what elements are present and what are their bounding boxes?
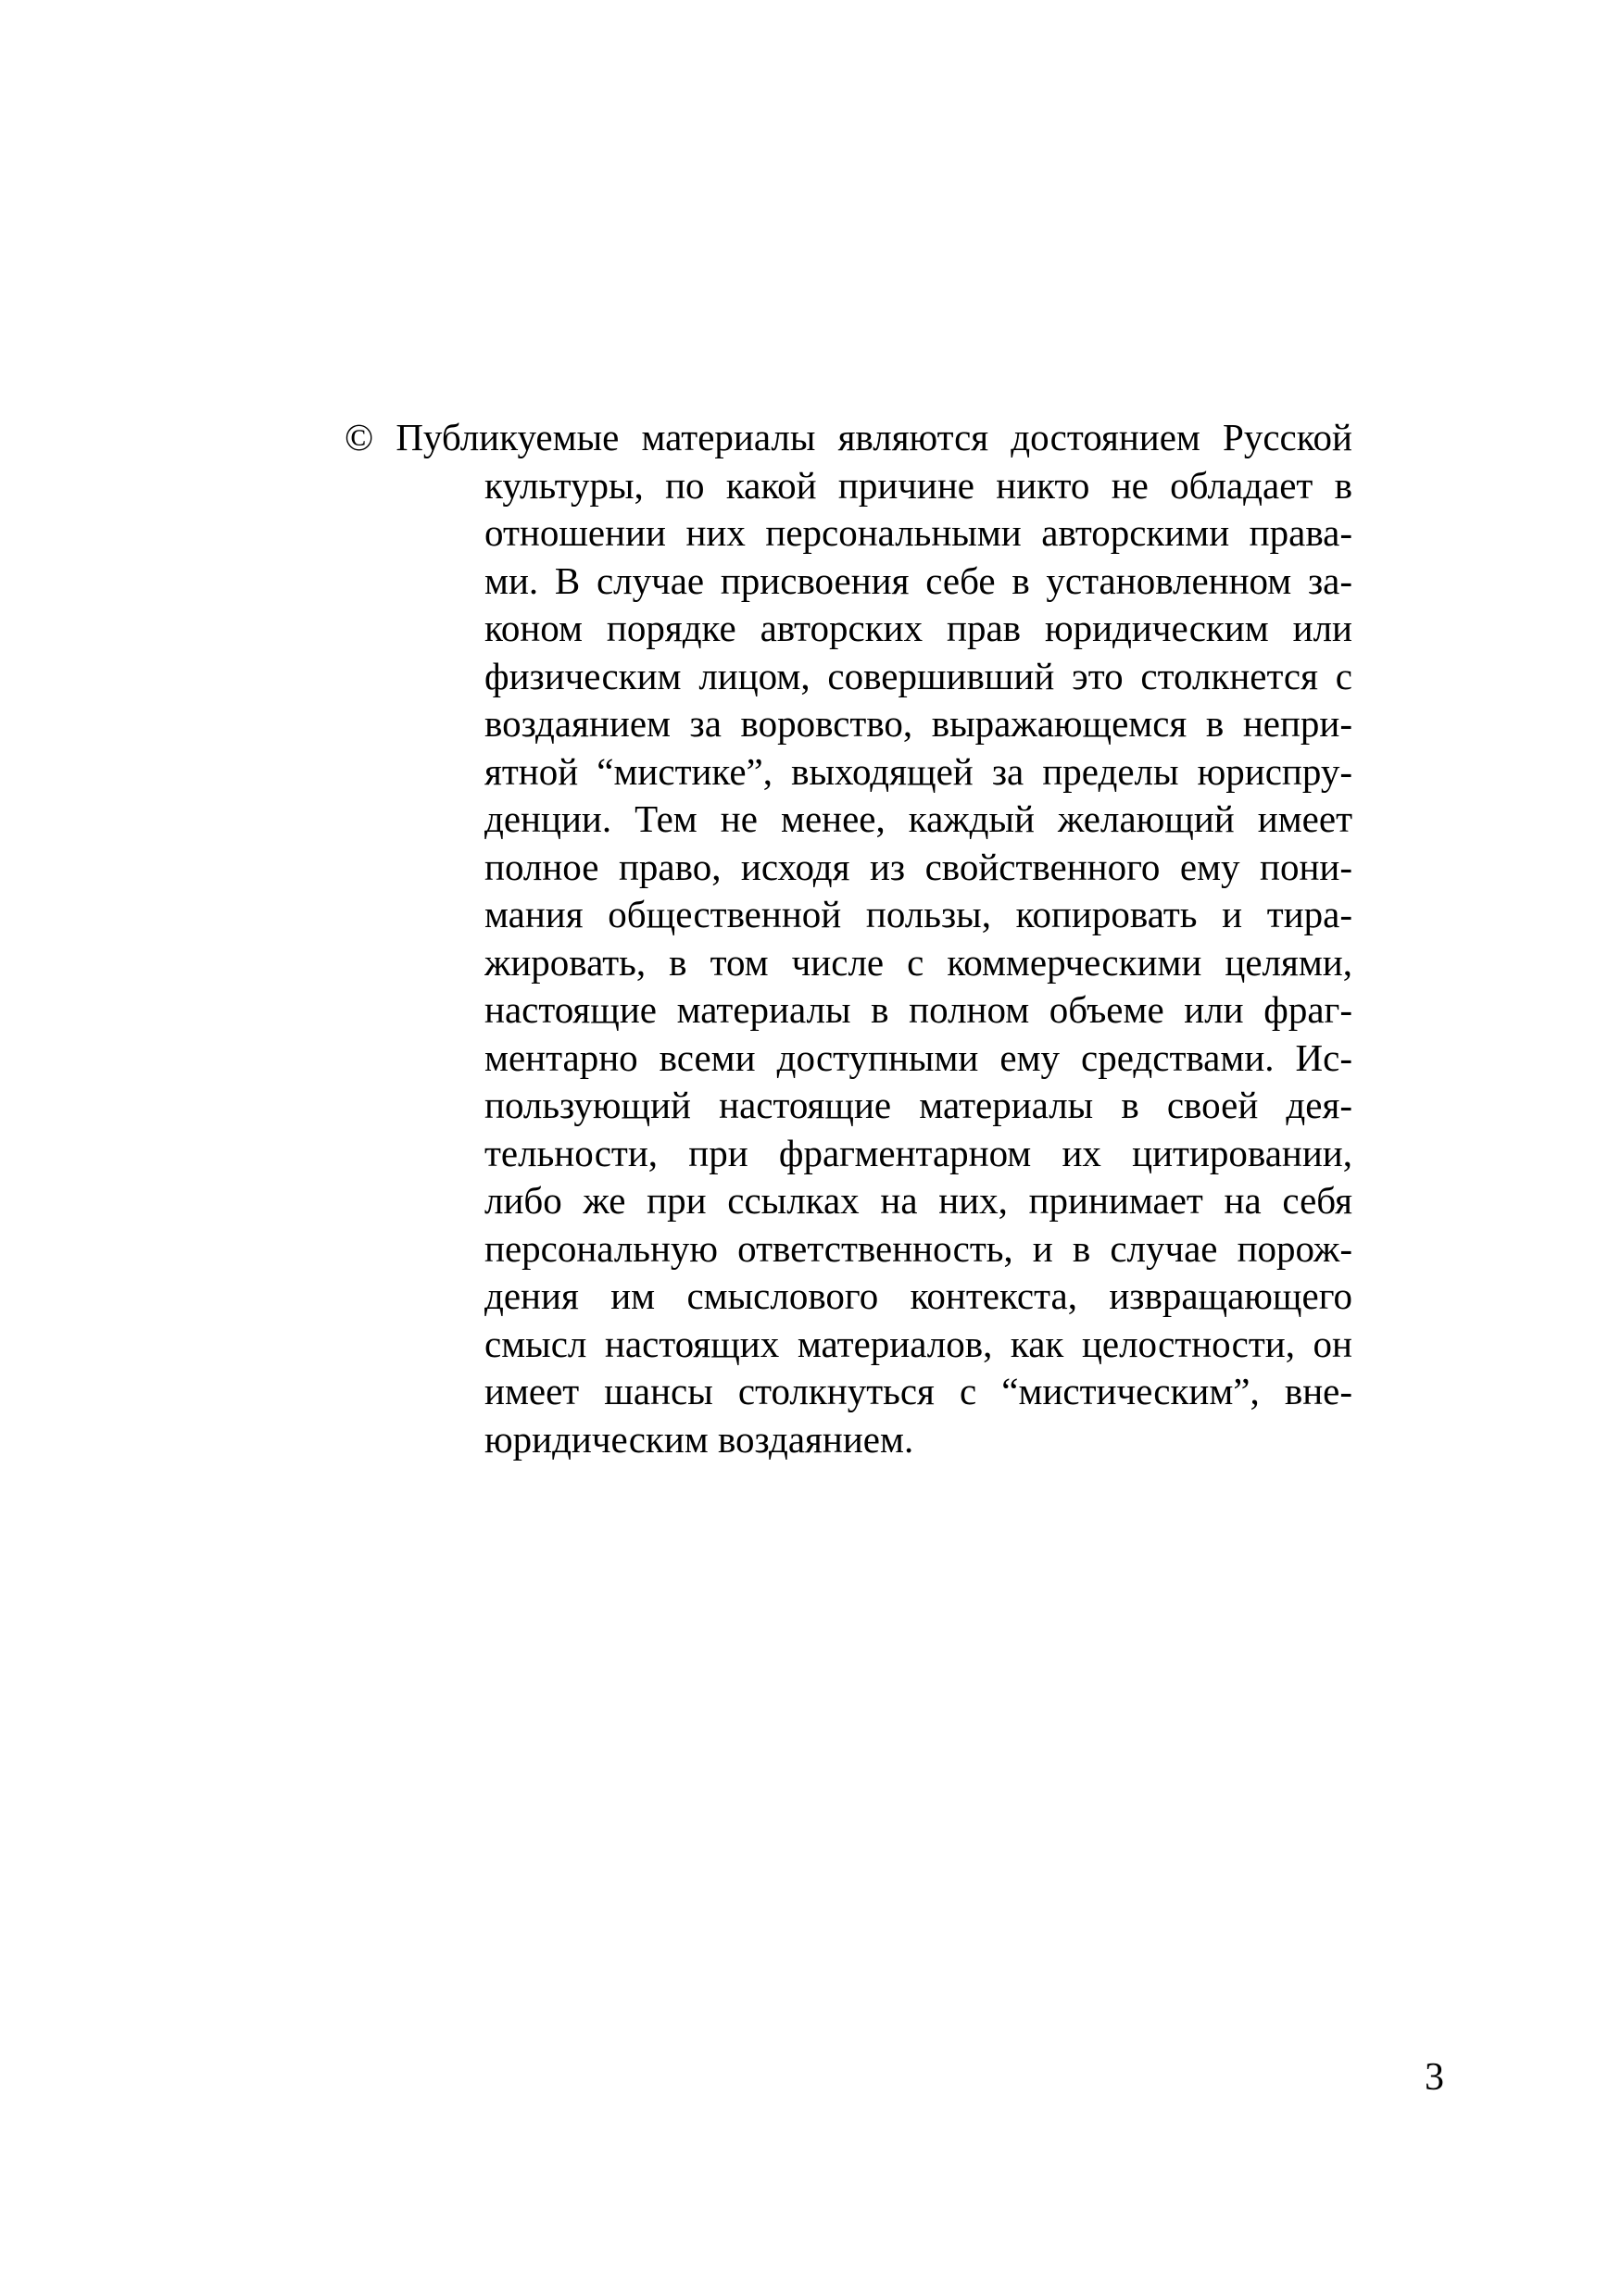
notice-line: настоящие материалы в полном объеме или фраг- — [484, 988, 1352, 1031]
page-number: 3 — [1425, 2056, 1444, 2099]
notice-line: коном порядке авторских прав юридическим или — [484, 607, 1352, 649]
notice-line: физическим лицом, совершивший это столкнется с — [484, 654, 1352, 697]
notice-line: воздаянием за воровство, выражающемся в непри- — [484, 702, 1352, 745]
notice-line: либо же при ссылках на них, принимает на себя — [484, 1179, 1352, 1222]
notice-line: персональную ответственность, и в случае порож- — [484, 1226, 1352, 1270]
notice-line: отношении них персональными авторскими права- — [484, 511, 1352, 554]
notice-line: пользующий настоящие материалы в своей дея- — [484, 1084, 1352, 1126]
notice-line: жировать, в том числе с коммерческими целями, — [484, 940, 1352, 984]
copyright-notice — [345, 414, 1363, 1463]
notice-line: имеет шансы столкнуться с “мистическим”, вне- — [484, 1370, 1352, 1412]
notice-line: полное право, исходя из свойственного ему пони- — [484, 845, 1352, 888]
notice-line: смысл настоящих материалов, как целостности, он — [484, 1322, 1352, 1365]
notice-line: © Публикуемые материалы являются достоянием Русской — [345, 416, 1352, 458]
notice-line: тельности, при фрагментарном их цитировании, — [484, 1131, 1352, 1174]
notice-line: ментарно всеми доступными ему средствами. Ис- — [484, 1035, 1352, 1079]
notice-line: дения им смыслового контекста, извращающего — [484, 1274, 1352, 1317]
notice-line: культуры, по какой причине никто не обладает в — [484, 463, 1352, 507]
notice-line: юридическим воздаянием. — [484, 1417, 914, 1461]
notice-line: ми. В случае присвоения себе в установленном за- — [484, 558, 1352, 602]
notice-line: мания общественной пользы, копировать и тира- — [484, 893, 1352, 935]
notice-line: ятной “мистике”, выходящей за пределы юриспру- — [484, 749, 1352, 793]
notice-line: денции. Тем не менее, каждый желающий имеет — [484, 797, 1352, 840]
